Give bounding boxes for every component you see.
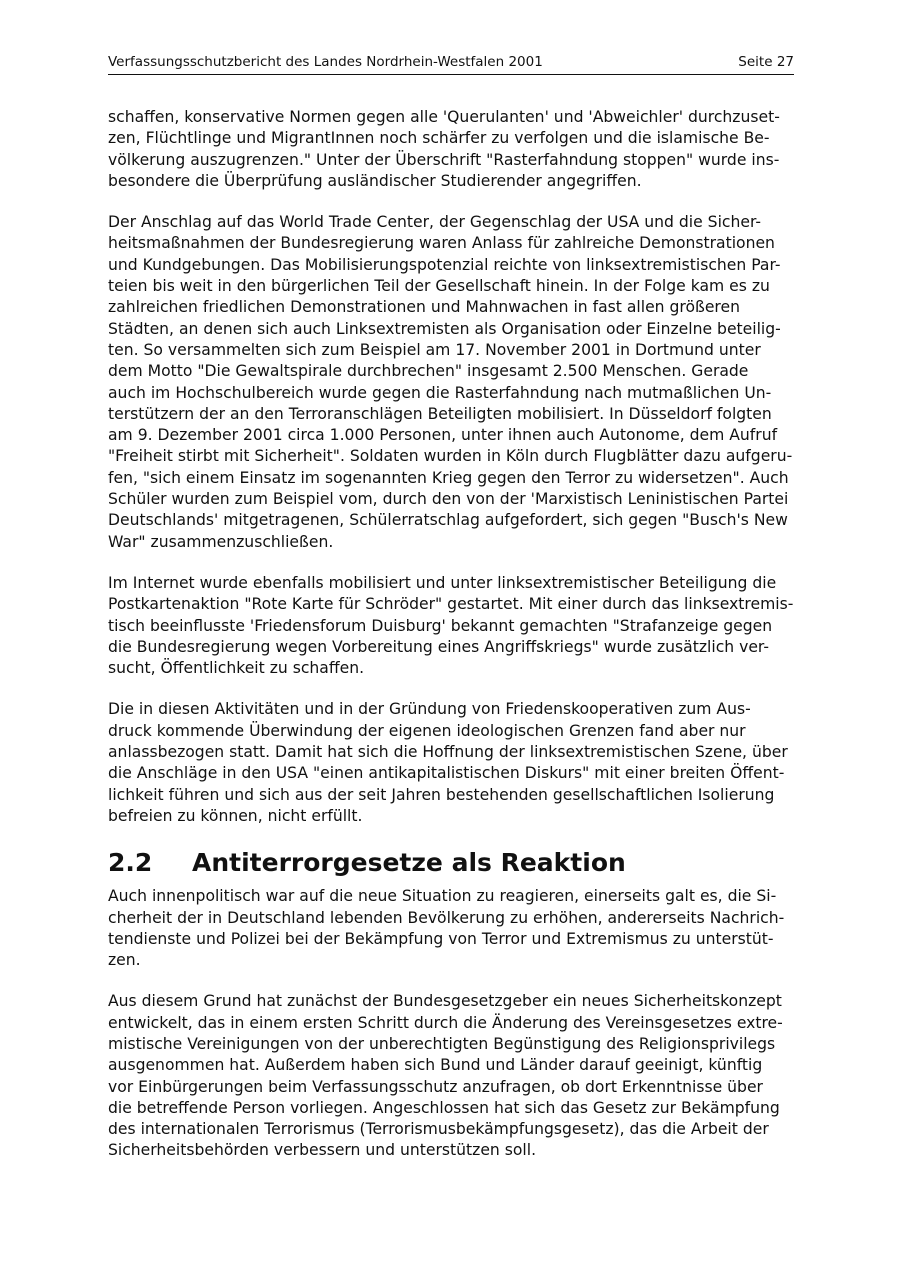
paragraph: Die in diesen Aktivitäten und in der Gründung von Friedenskooperativen zum Aus- druck kommende Überwindung der eigenen ideologischen Grenzen fand aber nur anlassbezogen statt. Damit hat sich die Hoffnung der linksextremistischen Szene, über die Anschläge in den USA "einen antikapitalistischen Diskurs" mit einer breiten Öffent- lichkeit führen und sich aus der seit Jahren bestehenden gesellschaftlichen Isolierung befreien zu können, nicht erfüllt. xyxy=(108,700,788,825)
section-number: 2.2 xyxy=(108,848,153,878)
header-title: Verfassungsschutzbericht des Landes Nordrhein-Westfalen 2001 xyxy=(108,54,543,70)
body-text xyxy=(108,107,794,1162)
paragraph: Im Internet wurde ebenfalls mobilisiert und unter linksextremistischer Beteiligung die Postkartenaktion "Rote Karte für Schröder" gestartet. Mit einer durch das linksextremis- tisch beeinflusste 'Friedensforum Duisburg' bekannt gemachten "Strafanzeige gegen die Bundesregierung wegen Vorbereitung eines Angriffskriegs" wurde zusätzlich ver- sucht, Öffentlichkeit zu schaffen. xyxy=(108,573,794,678)
paragraph: schaffen, konservative Normen gegen alle 'Querulanten' und 'Abweichler' durchzuset- zen, Flüchtlinge und MigrantInnen noch schärfer zu verfolgen und die islamische Be- völkerung auszugrenzen." Unter der Überschrift "Rasterfahndung stoppen" wurde ins- besondere die Überprüfung ausländischer Studierender angegriffen. xyxy=(108,108,780,190)
running-header xyxy=(108,52,794,75)
page-number: Seite 27 xyxy=(738,54,794,70)
paragraph: Der Anschlag auf das World Trade Center, der Gegenschlag der USA und die Sicher- heitsmaßnahmen der Bundesregierung waren Anlass für zahlreiche Demonstrationen und Kundgebungen. Das Mobilisierungspotenzial reichte von linksextremistischen Par- teien bis weit in den bürgerlichen Teil der Gesellschaft hinein. In der Folge kam es zu zahlreichen friedlichen Demonstrationen und Mahnwachen in fast allen größeren Städten, an denen sich auch Linksextremisten als Organisation oder Einzelne beteilig- ten. So versammelten sich zum Beispiel am 17. November 2001 in Dortmund unter dem Motto "Die Gewaltspirale durchbrechen" insgesamt 2.500 Menschen. Gerade auch im Hochschulbereich wurde gegen die Rasterfahndung nach mutmaßlichen Un- terstützern der an den Terroranschlägen Beteiligten mobilisiert. In Düsseldorf folgten am 9. Dezember 2001 circa 1.000 Personen, unter ihnen auch Autonome, dem Aufruf "Freiheit stirbt mit Sicherheit". Soldaten wurden in Köln durch Flugblätter dazu aufgeru- fen, "sich einem Einsatz im sogenannten Krieg gegen den Terror zu widersetzen". Auch Schüler wurden zum Beispiel vom, durch den von der 'Marxistisch Leninistischen Partei Deutschlands' mitgetragenen, Schülerratschlag aufgefordert, sich gegen "Busch's New War" zusammenzuschließen. xyxy=(108,213,793,551)
section-title: Antiterrorgesetze als Reaktion xyxy=(192,848,626,878)
paragraph: Aus diesem Grund hat zunächst der Bundesgesetzgeber ein neues Sicherheitskonzept entwickelt, das in einem ersten Schritt durch die Änderung des Vereinsgesetzes extre- mistische Vereinigungen von der unberechtigten Begünstigung des Religionsprivilegs ausgenommen hat. Außerdem haben sich Bund und Länder darauf geeinigt, künftig vor Einbürgerungen beim Verfassungsschutz anzufragen, ob dort Erkenntnisse über die betreffende Person vorliegen. Angeschlossen hat sich das Gesetz zur Bekämpfung des internationalen Terrorismus (Terrorismusbekämpfungsgesetz), das die Arbeit der Sicherheitsbehörden verbessern und unterstützen soll. xyxy=(108,992,783,1160)
section-heading xyxy=(108,846,794,880)
paragraph: Auch innenpolitisch war auf die neue Situation zu reagieren, einerseits galt es, die Si- cherheit der in Deutschland lebenden Bevölkerung zu erhöhen, andererseits Nachrich- tendienste und Polizei bei der Bekämpfung von Terror und Extremismus zu unterstüt- zen. xyxy=(108,887,785,970)
